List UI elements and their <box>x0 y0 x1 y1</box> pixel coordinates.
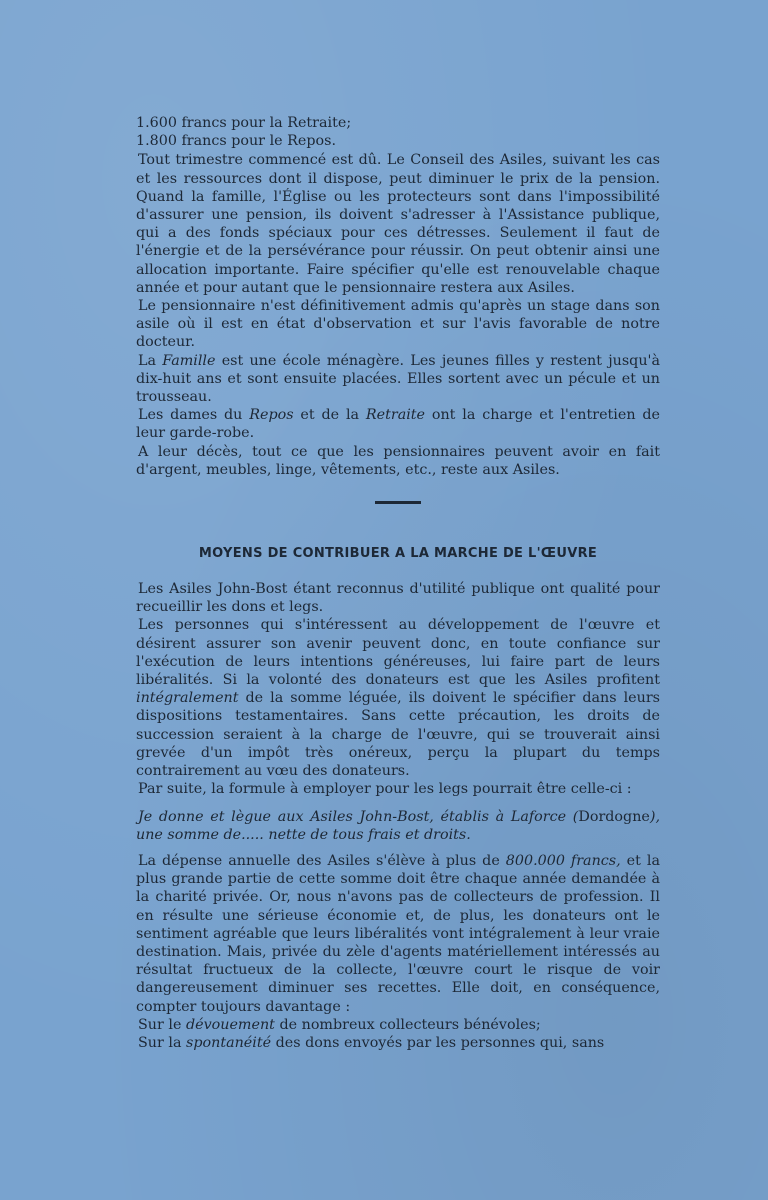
emphasis-integralement: intégralement <box>136 690 239 707</box>
paragraph-stage: Le pensionnaire n'est définitivement admis qu'après un stage dans son asile où il est en état d'observation et sur l'avis favorable de notre docteur. <box>136 298 660 351</box>
paragraph-utilite-publique: Les Asiles John-Bost étant reconnus d'utilité publique ont qualité pour recueillir les dons et legs. <box>136 581 660 616</box>
formula-dordogne: Dordogne <box>578 808 650 825</box>
paragraph-deces: A leur décès, tout ce que les pensionnaires peuvent avoir en fait d'argent, meubles, linge, vêtements, etc., reste aux Asiles. <box>136 443 660 478</box>
section-conditions <box>136 151 660 479</box>
emphasis-montant: 800.000 francs, <box>505 852 621 869</box>
legs-formula: Je donne et lègue aux Asiles John-Bost, établis à Laforce (Dordogne), une somme de..... nette de tous frais et droits. <box>136 808 660 843</box>
paragraph-formule-intro: Par suite, la formule à employer pour les legs pourrait être celle-ci : <box>138 781 632 798</box>
paragraph-devouement: Sur le dévouement de nombreux collecteurs bénévoles; <box>138 1016 541 1033</box>
emphasis-devouement: dévouement <box>185 1016 275 1033</box>
emphasis-spontaneite: spontanéité <box>186 1034 272 1051</box>
section-moyens <box>136 580 660 1052</box>
paragraph-dames: Les dames du Repos et de la Retraite ont la charge et l'entretien de leur garde-robe. <box>136 407 660 442</box>
price-line-retraite: 1.600 francs pour la Retraite; <box>136 115 352 131</box>
paragraph-liberalites: Les personnes qui s'intéressent au développement de l'œuvre et désirent assurer son avenir peuvent donc, en toute confiance sur l'exécution de leurs intentions généreuses, lui faire part de leurs libéralités. Si la volonté des donateurs est que les Asiles profitent intégralement de la somme léguée, ils doivent le spécifier dans leurs dispositions testamentaires. Sans cette précaution, les droits de succession seraient à la charge de l'œuvre, qui se trouverait ainsi grevée d'un impôt très onéreux, perçu la plupart du temps contrairement au vœu des donateurs. <box>136 617 660 780</box>
price-list <box>136 114 660 150</box>
emphasis-famille: Famille <box>162 352 216 369</box>
emphasis-repos: Repos <box>249 407 294 424</box>
paragraph-famille: La Famille est une école ménagère. Les jeunes filles y restent jusqu'à dix-huit ans et sont ensuite placées. Elles sortent avec un pécule et un trousseau. <box>136 352 660 406</box>
paragraph-trimestre: Tout trimestre commencé est dû. Le Conseil des Asiles, suivant les cas et les ressources dont il dispose, peut diminuer le prix de la pension. Quand la famille, l'Église ou les protecteurs sont dans l'impossibilité d'assurer une pension, ils doivent s'adresser à l'Assistance publique, qui a des fonds spéciaux pour ces détresses. Seulement il faut de l'énergie et de la persévérance pour réussir. On peut obtenir ainsi une allocation importante. Faire spécifier qu'elle est renouvelable chaque année et pour autant que le pensionnaire restera aux Asiles. <box>136 152 660 296</box>
paragraph-depense: La dépense annuelle des Asiles s'élève à plus de 800.000 francs, et la plus grande partie de cette somme doit être chaque année demandée à la charité privée. Or, nous n'avons pas de collecteurs de profession. Il en résulte une sérieuse économie et, de plus, les donateurs ont le sentiment agréable que leurs libéralités vont intégralement à leur vraie destination. Mais, privée du zèle d'agents matériellement intéressés au résultat fructueux de la collecte, l'œuvre court le risque de voir dangereusement diminuer ses recettes. Elle doit, en conséquence, compter toujours davantage : <box>136 852 660 1015</box>
price-line-repos: 1.800 francs pour le Repos. <box>136 133 337 150</box>
section-heading: MOYENS DE CONTRIBUER A LA MARCHE DE L'ŒUVRE <box>198 546 598 562</box>
paragraph-spontaneite: Sur la spontanéité des dons envoyés par les personnes qui, sans <box>138 1034 605 1051</box>
section-divider <box>375 501 421 504</box>
emphasis-retraite: Retraite <box>365 407 426 424</box>
